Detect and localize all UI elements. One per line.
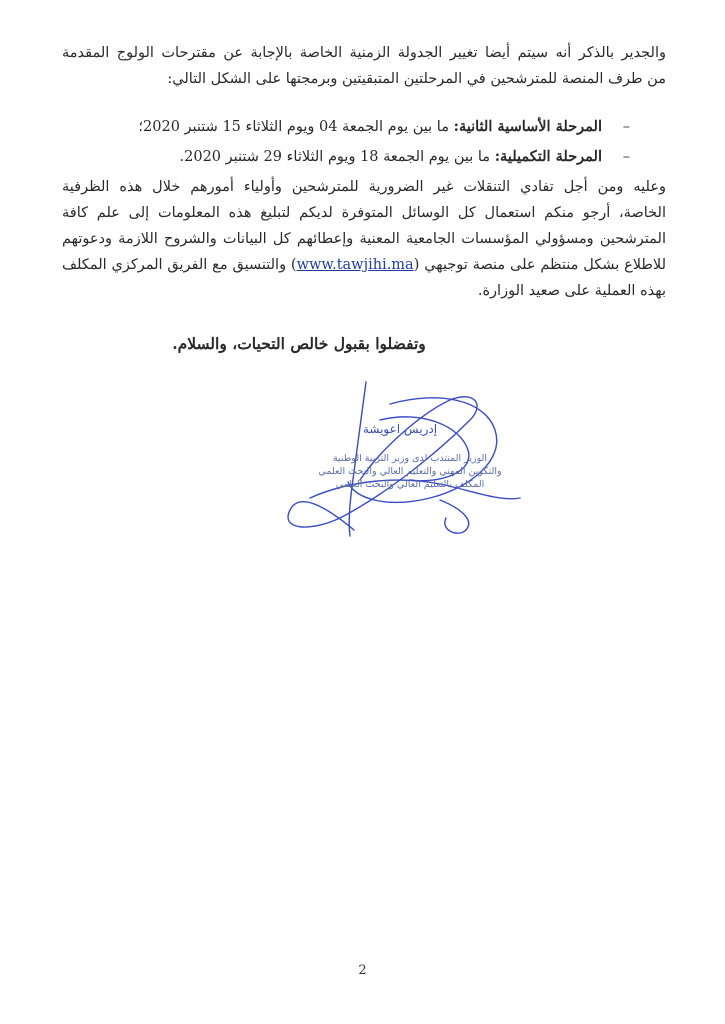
- signatory-title-line: الوزير المنتدب لدى وزير التربية الوطنية: [332, 453, 488, 464]
- phase-label: المرحلة التكميلية:: [494, 148, 602, 165]
- body-paragraph: [62, 174, 666, 304]
- page-number: 2: [358, 963, 367, 978]
- intro-paragraph: [62, 40, 666, 92]
- body-line-4-pre: للاطلاع بشكل منتظم على منصة توجيهي (: [413, 257, 666, 273]
- phase-text: ما بين يوم الجمعة 18 ويوم الثلاثاء 29 شتنبر 2020.: [179, 149, 495, 165]
- body-line-2: الخاصة، أرجو منكم استعمال كل الوسائل المتوفرة لديكم لتبليغ هذه المعلومات إلى علم كافة: [62, 205, 666, 221]
- body-line-3: المترشحين ومسؤولي المؤسسات الجامعية المعنية وإعطائهم كل البيانات والشروح اللازمة ودعوتهم: [62, 231, 666, 247]
- list-dash: –: [622, 119, 630, 135]
- list-dash: –: [622, 149, 630, 165]
- signatory-title-line: والتكوين المهني والتعليم العالي والبحث العلمي: [318, 466, 502, 477]
- phase-item: [60, 112, 630, 142]
- signatory-title-line: المكلف بالتعليم العالي والبحث العلمي: [335, 479, 485, 490]
- body-line-4-post: ) والتنسيق مع الفريق المركزي المكلف: [62, 257, 297, 273]
- intro-line-1: والجدير بالذكر أنه سيتم أيضا تغيير الجدولة الزمنية الخاصة بالإجابة عن مقترحات الولوج المقدمة: [62, 45, 666, 61]
- body-line-1: وعليه ومن أجل تفادي التنقلات غير الضرورية للمترشحين وأولياء أمورهم خلال هذه الظرفية: [62, 179, 666, 195]
- intro-line-2: من طرف المنصة للمترشحين في المرحلتين المتبقيتين وبرمجتها على الشكل التالي:: [167, 71, 666, 87]
- body-line-4: [62, 252, 666, 278]
- phases-list: [60, 112, 630, 172]
- signatory-name: إدريس اعويشة: [362, 422, 438, 436]
- closing-salutation: وتفضلوا بقبول خالص التحيات، والسلام.: [172, 334, 426, 353]
- phase-label: المرحلة الأساسية الثانية:: [453, 118, 602, 135]
- signatory-title: [300, 452, 520, 491]
- tawjihi-link[interactable]: www.tawjihi.ma: [296, 257, 414, 273]
- body-line-5: بهذه العملية على صعيد الوزارة.: [477, 283, 666, 299]
- phase-item: [60, 142, 630, 172]
- phase-text: ما بين يوم الجمعة 04 ويوم الثلاثاء 15 شتنبر 2020؛: [138, 119, 454, 135]
